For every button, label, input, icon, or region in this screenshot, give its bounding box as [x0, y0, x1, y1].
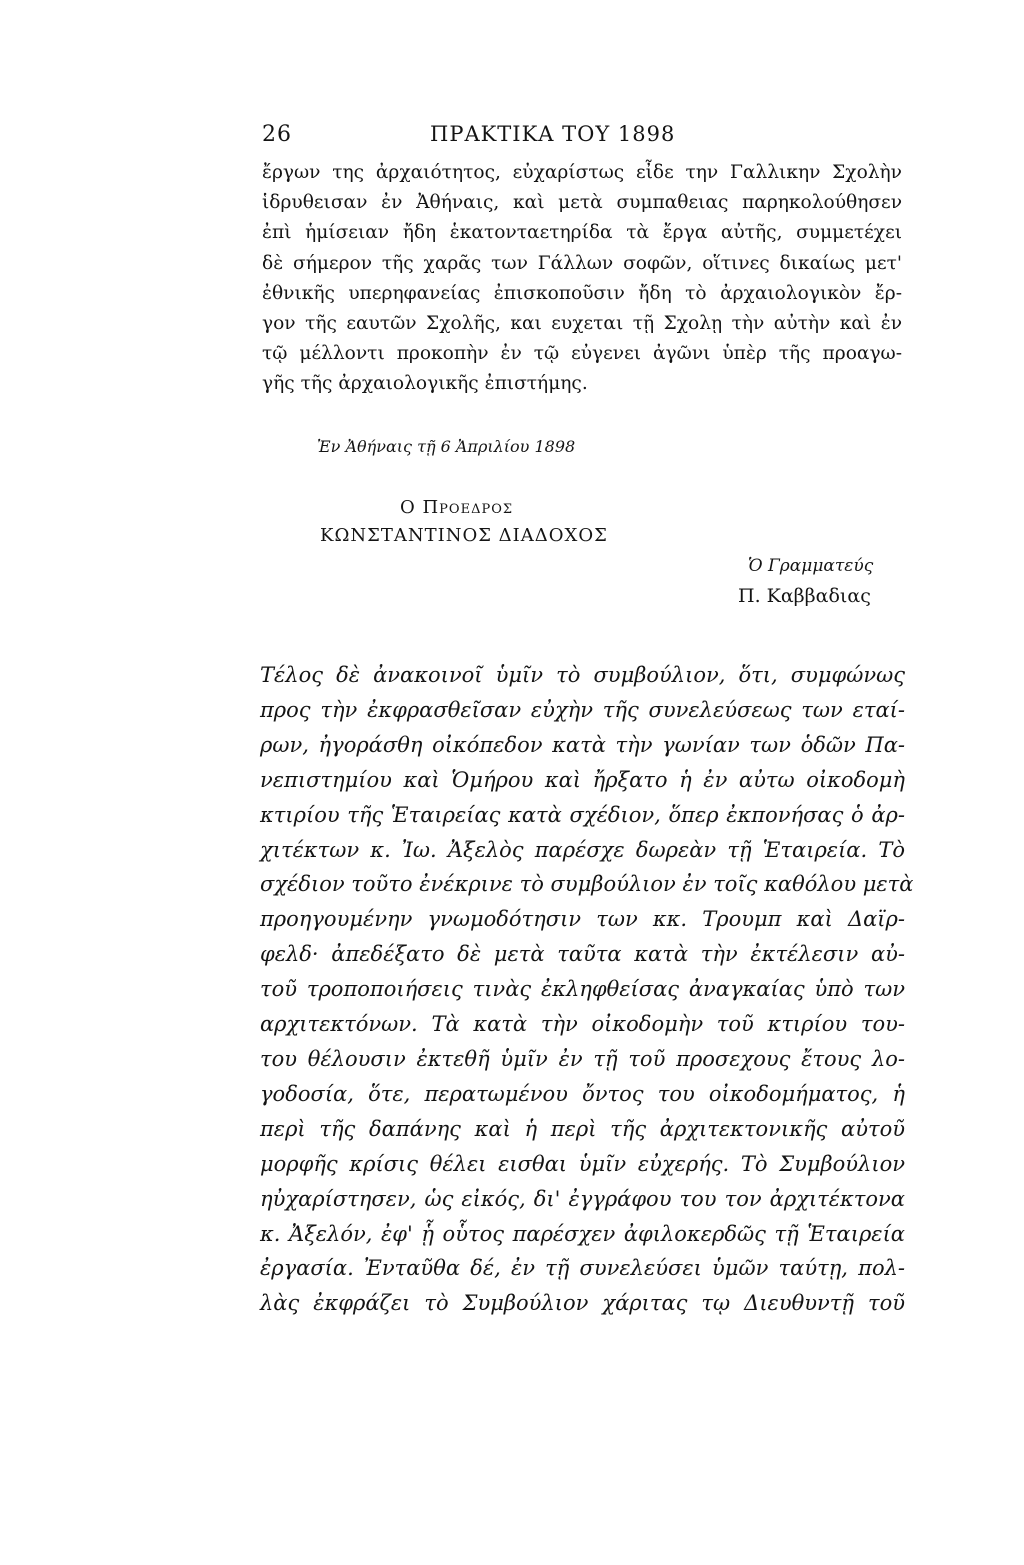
- dateline: Ἐν Ἀθήναις τῇ 6 Ἀπριλίου 1898: [317, 437, 576, 456]
- text-line: προς τὴν ἐκφρασθεῖσαν εὐχὴν τῆς συνελεύσεως των εταί-: [260, 697, 905, 722]
- text-line: χιτέκτων κ. Ἰω. Ἀξελὸς παρέσχε δωρεὰν τῇ Ἑταιρεία. Τὸ: [260, 837, 905, 862]
- text-line: ἐπὶ ἡμίσειαν ἤδη ἑκατονταετηρίδα τὰ ἔργα αὐτῆς, συμμετέχει: [262, 222, 902, 244]
- text-line: τοῦ τροποποιήσεις τινὰς ἐκληφθείσας ἀναγκαίας ὑπὸ των: [260, 977, 905, 1002]
- secretary-label: Ὁ Γραμματεύς: [748, 556, 874, 576]
- text-line: γῆς τῆς ἀρχαιολογικῆς ἐπιστήμης.: [262, 373, 588, 395]
- page-number: 26: [262, 122, 292, 147]
- text-line: του θέλουσιν ἐκτεθῆ ὑμῖν ἐν τῇ τοῦ προσεχους ἔτους λο-: [260, 1046, 905, 1071]
- text-line: αρχιτεκτόνων. Τὰ κατὰ τὴν οἰκοδομὴν τοῦ κτιρίου του-: [260, 1012, 905, 1037]
- secretary-name: Π. Καββαδιας: [738, 585, 871, 607]
- paragraph-2: [260, 658, 914, 1321]
- text-line: σχέδιον τοῦτο ἐνέκρινε τὸ συμβούλιον ἐν τοῖς καθόλου μετὰ: [260, 872, 914, 897]
- text-line: γοδοσία, ὅτε, περατωμένου ὄντος του οἰκοδομήματος, ἡ: [260, 1081, 905, 1106]
- text-line: περὶ τῆς δαπάνης καὶ ἡ περὶ τῆς ἀρχιτεκτονικῆς αὐτοῦ: [260, 1116, 905, 1141]
- running-head: ΠΡΑΚΤΙΚΑ ΤΟΥ 1898: [430, 122, 676, 146]
- text-line: Τέλος δὲ ἀνακοινοῖ ὑμῖν τὸ συμβούλιον, ὅτι, συμφώνως: [260, 663, 905, 687]
- text-line: κ. Ἀξελόν, ἐφ' ᾗ οὗτος παρέσχεν ἀφιλοκερδῶς τῇ Ἑταιρεία: [260, 1221, 905, 1246]
- text-line: ἱδρυθεισαν ἐν Ἀθήναις, καὶ μετὰ συμπαθειας παρηκολούθησεν: [262, 192, 902, 214]
- text-line: νεπιστημίου καὶ Ὁμήρου καὶ ἤρξατο ἡ ἐν αὐτω οἰκοδομὴ: [260, 767, 905, 792]
- text-line: δὲ σήμερον τῆς χαρᾶς των Γάλλων σοφῶν, οἵτινες δικαίως μετ': [262, 252, 902, 274]
- text-line: ἐργασία. Ἐνταῦθα δέ, ἐν τῇ συνελεύσει ὑμῶν ταύτῃ, πολ-: [260, 1256, 905, 1281]
- text-line: ηὐχαρίστησεν, ὡς εἰκός, δι' ἐγγράφου του τον ἀρχιτέκτονα: [260, 1186, 905, 1211]
- text-line: μορφῆς κρίσις θέλει εισθαι ὑμῖν εὐχερής. Τὸ Συμβούλιον: [260, 1151, 905, 1176]
- text-line: φελδ· ἀπεδέξατο δὲ μετὰ ταῦτα κατὰ τὴν ἐκτέλεσιν αὐ-: [260, 942, 905, 967]
- text-line: ἔργων της ἀρχαιότητος, εὐχαρίστως εἶδε την Γαλλικην Σχολὴν: [262, 162, 902, 183]
- text-line: ἐθνικῆς υπερηφανείας ἐπισκοποῦσιν ἤδη τὸ ἀρχαιολογικὸν ἔρ-: [262, 282, 902, 304]
- text-line: ρων, ἠγοράσθη οἰκόπεδον κατὰ τὴν γωνίαν των ὁδῶν Πα-: [260, 732, 905, 757]
- page-header: [262, 122, 902, 152]
- text-line: τῷ μέλλοντι προκοπὴν ἐν τῷ εὐγενει ἀγῶνι ὑπὲρ τῆς προαγω-: [262, 343, 902, 365]
- text-line: γον τῆς εαυτῶν Σχολῆς, και ευχεται τῇ Σχολῃ τὴν αὐτὴν καὶ ἐν: [262, 313, 902, 335]
- text-line: προηγουμένην γνωμοδότησιν των κκ. Τρουμπ καὶ Δαϊρ-: [260, 907, 905, 932]
- president-label: Ο Προεδρος: [400, 497, 514, 518]
- president-name: ΚΩΝΣΤΑΝΤΙΝΟΣ ΔΙΑΔΟΧΟΣ: [320, 525, 608, 546]
- paragraph-1: [262, 158, 902, 400]
- text-line: κτιρίου τῆς Ἑταιρείας κατὰ σχέδιον, ὅπερ ἐκπονήσας ὁ ἀρ-: [260, 802, 905, 827]
- text-line: λὰς ἐκφράζει τὸ Συμβούλιον χάριτας τῳ Διευθυντῇ τοῦ: [260, 1291, 905, 1316]
